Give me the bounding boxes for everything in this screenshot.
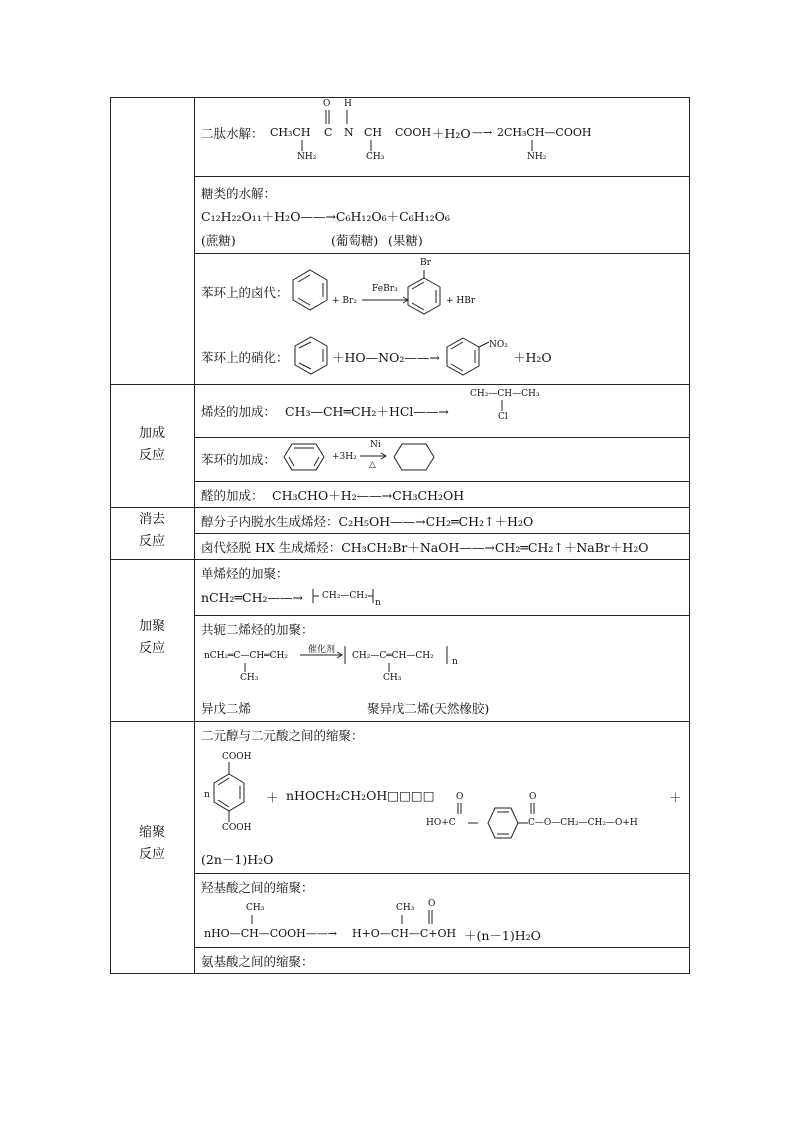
halogenation-br: Br <box>420 258 431 268</box>
diene-poly-label: 共轭二烯烃的加聚： <box>201 622 314 637</box>
diol-acid-plus-right: ＋ <box>669 790 682 805</box>
nitration-product: ＋H₂O <box>513 350 552 365</box>
halide-elimination: 卤代烃脱 HX 生成烯烃：CH₃CH₂Br＋NaOH——→CH₂═CH₂↑＋NaBr＋H₂O <box>201 540 649 555</box>
dipeptide-n: N <box>344 126 354 139</box>
diene-poly-product: CH₂—C═CH—CH₂ <box>352 651 434 661</box>
sugar-equation: C₁₂H₂₂O₁₁＋H₂O——→C₆H₁₂O₆＋C₆H₁₂O₆ <box>201 209 450 224</box>
alkene-add-equation: CH₃—CH═CH₂＋HCl——→ <box>285 404 449 419</box>
dipeptide-product: 2CH₃CH—COOH <box>497 126 592 139</box>
hydroxy-acid-water: ＋(n－1)H₂O <box>464 928 541 943</box>
dipeptide-ch3ch: CH₃CH <box>270 126 311 139</box>
benzene-add-reagent: +3H₂ <box>332 452 357 462</box>
hydroxy-acid-reactant: nHO—CH—COOH——→ <box>204 927 337 940</box>
halogenation-label: 苯环上的卤代： <box>201 285 289 300</box>
diene-poly-product-ch3: CH₃ <box>383 673 402 683</box>
aldehyde-add-equation: CH₃CHO＋H₂——→CH₃CH₂OH <box>272 488 465 503</box>
dipeptide-nh2: NH₂ <box>297 152 317 162</box>
alkene-add-cl: Cl <box>498 412 508 422</box>
diene-poly-ch3: CH₃ <box>240 673 259 683</box>
benzene-add-catalyst: Ni <box>370 440 381 450</box>
diol-acid-o2: O <box>529 792 537 802</box>
dipeptide-product-nh2: NH₂ <box>527 152 547 162</box>
diene-poly-reactant: nCH₂═C—CH═CH₂ <box>204 651 288 661</box>
category-elimination: 消去 反应 <box>138 512 165 549</box>
sugar-name-sucrose: (蔗糖) <box>201 233 236 248</box>
diene-poly-catalyst: 催化剂 <box>308 645 336 655</box>
diol-acid-reagent: nHOCH₂CH₂OH□□□□ <box>286 788 435 803</box>
dipeptide-cooh: COOH <box>395 126 432 139</box>
dipeptide-top-h: H <box>344 99 352 109</box>
hydroxy-acid-o: O <box>428 899 436 909</box>
nitration-reagent: ＋HO—NO₂——→ <box>332 350 440 365</box>
nitration-no2: NO₂ <box>489 340 508 350</box>
diene-poly-name-isoprene: 异戊二烯 <box>201 701 252 716</box>
diol-acid-plus: ＋ <box>266 790 279 805</box>
dipeptide-arrow: —→ <box>472 126 493 139</box>
alkene-add-label: 烯烃的加成： <box>201 404 277 419</box>
hydroxy-acid-ch3: CH₃ <box>246 903 265 913</box>
amino-acid-label: 氨基酸之间的缩聚： <box>201 954 314 969</box>
category-addition-polymerization: 加聚 反应 <box>138 619 165 656</box>
aldehyde-add-label: 醛的加成： <box>201 488 264 503</box>
benzene-add-label: 苯环的加成： <box>201 452 277 467</box>
dipeptide-ch: CH <box>364 126 383 139</box>
alkene-add-product: CH₂—CH—CH₃ <box>470 389 540 399</box>
diene-poly-n: n <box>452 657 458 667</box>
hydroxy-acid-label: 羟基酸之间的缩聚： <box>201 880 314 895</box>
diol-acid-label: 二元醇与二元酸之间的缩聚： <box>201 728 364 743</box>
diol-acid-product-mid: C—O—CH₂—CH₂—O+H <box>528 818 638 828</box>
hydroxy-acid-product: H+O—CH—C+OH <box>352 927 457 940</box>
category-addition: 加成 反应 <box>138 426 165 463</box>
monoene-poly-product: CH₂—CH₂ <box>322 591 368 601</box>
hydroxy-acid-product-ch3: CH₃ <box>396 903 415 913</box>
nitration-label: 苯环上的硝化： <box>201 350 289 365</box>
halogenation-product: + HBr <box>446 296 476 306</box>
monoene-poly-equation: nCH₂═CH₂——→ <box>201 590 304 605</box>
dipeptide-c: C <box>324 126 333 139</box>
dipeptide-label: 二肽水解： <box>201 126 264 141</box>
sugar-name-glucose: (葡萄糖) <box>331 233 379 248</box>
diol-acid-cooh-bottom: COOH <box>222 823 252 833</box>
diol-acid-cooh-top: COOH <box>222 752 252 762</box>
diol-acid-water: (2n－1)H₂O <box>201 852 274 867</box>
diol-acid-product: HO+C <box>426 818 456 828</box>
alcohol-elimination: 醇分子内脱水生成烯烃：C₂H₅OH——→CH₂═CH₂↑＋H₂O <box>201 514 534 529</box>
dipeptide-top-o: O <box>323 99 331 109</box>
category-condensation-polymerization: 缩聚 反应 <box>138 825 165 862</box>
monoene-poly-n: n <box>375 598 381 608</box>
halogenation-catalyst: FeBr₃ <box>372 284 398 294</box>
diol-acid-n: n <box>204 790 210 800</box>
benzene-add-condition: △ <box>369 460 376 470</box>
dipeptide-ch3: CH₃ <box>366 152 385 162</box>
diene-poly-name-rubber: 聚异戊二烯(天然橡胶) <box>367 701 490 716</box>
dipeptide-plus-water: ＋H₂O <box>432 126 471 141</box>
sugar-label: 糖类的水解： <box>201 186 277 201</box>
sugar-name-fructose: (果糖) <box>388 233 423 248</box>
monoene-poly-label: 单烯烃的加聚： <box>201 566 289 581</box>
diol-acid-o1: O <box>456 792 464 802</box>
halogenation-reagent: + Br₂ <box>332 296 357 306</box>
